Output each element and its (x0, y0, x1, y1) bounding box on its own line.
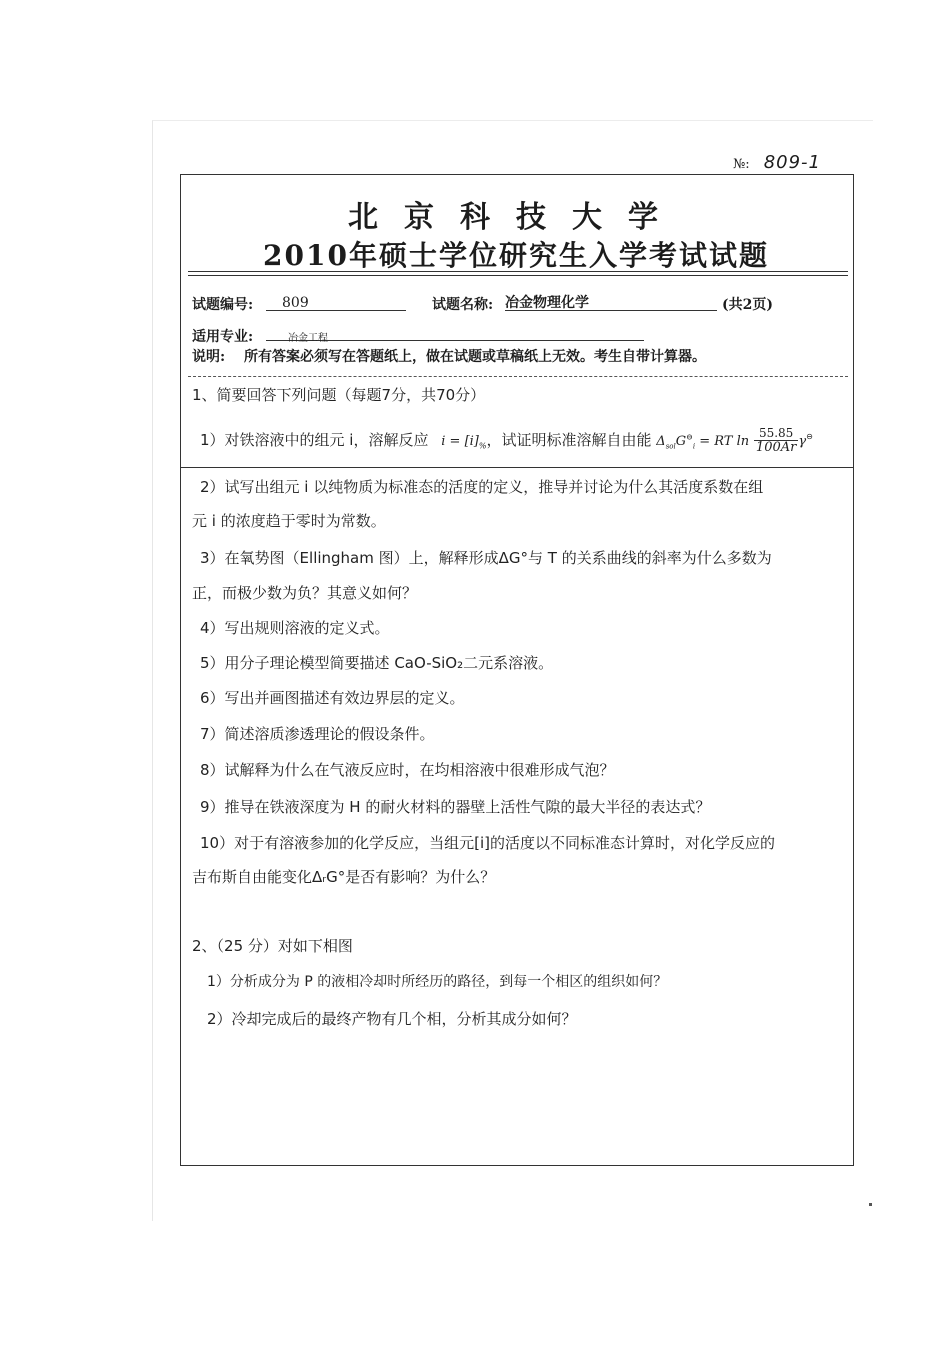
exam-title: 2010年硕士学位研究生入学考试试题 (263, 239, 769, 272)
q1-numerator: 55.85 (754, 426, 798, 441)
q1-mid: ，试证明标准溶解自由能 (486, 431, 652, 449)
major-field (266, 326, 644, 344)
exam-name-field (505, 292, 717, 311)
dashed-separator (188, 376, 848, 377)
question-1-10-line2: 吉布斯自由能变化ΔᵣG°是否有影响？为什么？ (192, 868, 496, 886)
q1-reaction-text: i = [i] (441, 434, 479, 449)
q1-denominator: 100Ar (755, 440, 797, 455)
question-1-1: 1）对铁溶液中的组元 i，溶解反应 $i = [i]_{\%}$，试证明标准溶解自由能 $\Delta_{sol}G^⊖_i$ = RT ln $\frac{55.85}{100Ar}$ γ⊖ (200, 426, 813, 455)
title-rule-top (188, 271, 848, 272)
note-text: 所有答案必须写在答题纸上，做在试题或草稿纸上无效。考生自带计算器。 (244, 349, 706, 365)
q1-prefix: 1）对铁溶液中的组元 i，溶解反应 (200, 431, 429, 449)
q1-reaction-sub: % (478, 441, 487, 451)
q1-formula-delta: Δ (656, 434, 666, 449)
question-1-2-line2: 元 i 的浓度趋于零时为常数。 (192, 512, 386, 530)
question-1-8: 8）试解释为什么在气液反应时，在均相溶液中很难形成气泡？ (200, 761, 615, 779)
exam-name-value: 冶金物理化学 (505, 295, 589, 311)
serial-number (733, 152, 821, 173)
question-2-2: 2）冷却完成后的最终产物有几个相，分析其成分如何？ (207, 1010, 577, 1028)
question-1-3-line2: 正，而极少数为负？其意义如何？ (192, 584, 418, 602)
q1-formula-sub: sol (665, 442, 676, 451)
q1-formula: $\Delta_{sol}G^⊖_i$ = RT ln (656, 432, 750, 451)
section2-heading: 2、（25 分）对如下相图 (192, 937, 353, 955)
q1-gamma: γ (798, 434, 807, 449)
section1-heading: 1、简要回答下列问题（每题7分，共70分） (192, 386, 486, 404)
question-1-6: 6）写出并画图描述有效边界层的定义。 (200, 689, 465, 707)
exam-code-field (266, 292, 406, 311)
question-1-7: 7）简述溶质渗透理论的假设条件。 (200, 725, 435, 743)
q1-reaction (441, 434, 486, 449)
serial-label: №: (733, 157, 750, 172)
q1-fraction (754, 426, 798, 455)
q1-formula-g: G (675, 434, 687, 449)
exam-code-label: 试题编号: (192, 297, 254, 313)
question-1-10-line1: 10）对于有溶液参加的化学反应，当组元[i]的活度以不同标准态计算时，对化学反应的 (200, 834, 775, 852)
note-label: 说明: (192, 349, 226, 365)
page-count: (共2页) (722, 297, 773, 313)
question-1-5: 5）用分子理论模型简要描述 CaO-SiO₂二元系溶液。 (200, 654, 554, 672)
question-1-9: 9）推导在铁液深度为 H 的耐火材料的器壁上活性气隙的最大半径的表达式？ (200, 798, 711, 816)
major-value: 冶金工程 (288, 333, 328, 344)
title-rule-bottom (188, 275, 848, 276)
question-1-2-line1: 2）试写出组元 i 以纯物质为标准态的活度的定义，推导并讨论为什么其活度系数在组 (200, 478, 764, 496)
question-1-4: 4）写出规则溶液的定义式。 (200, 619, 390, 637)
q1-formula-eq: = RT ln (699, 434, 750, 449)
serial-handwritten-number: 809-1 (763, 152, 821, 173)
question-1-3-line1: 3）在氧势图（Ellingham 图）上，解释形成ΔG°与 T 的关系曲线的斜率为什么多数为 (200, 549, 772, 567)
scan-speck (869, 1203, 872, 1206)
question-2-1: 1）分析成分为 P 的液相冷却时所经历的路径，到每一个相区的组织如何？ (207, 974, 668, 990)
university-name: 北京科技大学 (348, 200, 684, 235)
major-label: 适用专业: (192, 329, 254, 345)
exam-code-value: 809 (282, 295, 309, 311)
exam-name-label: 试题名称: (432, 297, 494, 313)
